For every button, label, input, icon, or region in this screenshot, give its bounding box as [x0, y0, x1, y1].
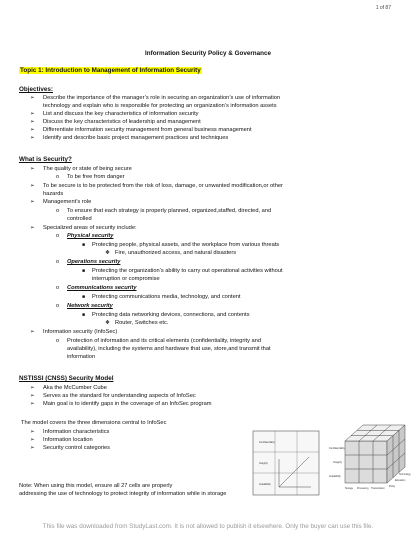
arrow-bullet-icon: ➢	[30, 199, 35, 205]
arrow-bullet-icon: ➢	[30, 119, 35, 125]
note-line: Note: When using this model, ensure all 27 cells are properly	[19, 483, 173, 489]
security-line: Specialized areas of security include:	[43, 225, 137, 231]
arrow-bullet-icon: ➢	[30, 445, 35, 451]
security-line: To be free from danger	[67, 174, 125, 180]
cube-row-label: Confidentiality	[259, 441, 275, 444]
what-is-security-heading: What is Security?	[19, 156, 72, 163]
arrow-bullet-icon: ➢	[30, 393, 35, 399]
nstissi-heading: NSTISSI (CNSS) Security Model	[19, 375, 114, 382]
circle-bullet-icon: o	[56, 233, 60, 239]
cube-column-label: Transmission	[371, 488, 385, 490]
objective-item: technology and explain who is responsible for protecting an organization’s information assets	[43, 103, 277, 109]
arrow-bullet-icon: ➢	[30, 437, 35, 443]
security-line: To ensure that each strategy is properly planned, organized,staffed, directed, and	[67, 208, 272, 214]
security-line: Protecting communications media, technology, and content	[92, 294, 241, 300]
security-area-label: Physical security	[67, 233, 114, 239]
arrow-bullet-icon: ➢	[30, 429, 35, 435]
square-bullet-icon: ■	[82, 312, 86, 318]
circle-bullet-icon: o	[56, 259, 60, 265]
cube-side-label: Policy	[389, 486, 396, 488]
objective-item: Identify and describe basic project management practices and techniques	[43, 135, 229, 141]
cube-row-label: Integrity	[259, 462, 268, 465]
arrow-bullet-icon: ➢	[30, 135, 35, 141]
security-area-label: Communications security	[67, 285, 137, 291]
circle-bullet-icon: o	[56, 303, 60, 309]
arrow-bullet-icon: ➢	[30, 127, 35, 133]
objective-item: List and discuss the key characteristics of information security	[43, 111, 199, 117]
download-footer: This file was downloaded from StudyLast.com. It is not allowed to publish it elsewhere. Only the buyer can use this file.	[42, 523, 374, 530]
note-line: addressing the use of technology to protect integrity of information while in storage	[19, 491, 227, 497]
security-line: hazards	[43, 191, 64, 197]
cube-side-label: Education	[395, 480, 406, 482]
security-line: The quality or state of being secure	[43, 166, 132, 172]
dimension-item: Information characteristics	[43, 429, 110, 435]
diamond-bullet-icon: ❖	[105, 320, 110, 326]
model-intro: The model covers the three dimensions central to InfoSec	[21, 420, 167, 426]
arrow-bullet-icon: ➢	[30, 183, 35, 189]
cube-row-label: Confidentiality	[329, 447, 345, 450]
objective-item: Describe the importance of the manager’s role in securing an organization’s use of information	[43, 95, 281, 101]
security-area-label: Network security	[67, 303, 113, 309]
topic-heading: Topic 1: Introduction to Management of Information Security	[20, 67, 201, 74]
mccumber-cube-diagram	[249, 413, 409, 499]
cube-side-label: Technology	[399, 474, 411, 476]
cube-column-label: Storage	[345, 488, 354, 490]
security-line: Fire, unauthorized access, and natural disasters	[115, 250, 237, 256]
security-line: Management’s role	[43, 199, 92, 205]
circle-bullet-icon: o	[56, 174, 60, 180]
objective-item: Discuss the key characteristics of leadership and management	[43, 119, 201, 125]
circle-bullet-icon: o	[56, 208, 60, 214]
diamond-bullet-icon: ❖	[105, 250, 110, 256]
cube-row-label: Availability	[329, 475, 341, 478]
arrow-bullet-icon: ➢	[30, 225, 35, 231]
security-line: Protection of information and its critical elements (confidentiality, integrity and	[67, 338, 261, 344]
circle-bullet-icon: o	[56, 285, 60, 291]
square-bullet-icon: ■	[82, 242, 86, 248]
page-number: 1 of 87	[375, 5, 391, 11]
security-line: Information security (InfoSec)	[43, 329, 118, 335]
nstissi-item: Main goal is to identify gaps in the coverage of an InfoSec program	[43, 401, 212, 407]
security-line: information	[67, 354, 96, 360]
security-line: Protecting data networking devices, connections, and contents	[92, 312, 250, 318]
security-line: Protecting people, physical assets, and the workplace from various threats	[92, 242, 280, 248]
security-line: interruption or compromise	[92, 276, 160, 282]
arrow-bullet-icon: ➢	[30, 111, 35, 117]
cube-row-label: Availability	[259, 483, 271, 486]
security-line: Protecting the organization’s ability to carry out operational activities without	[92, 268, 283, 274]
dimension-item: Security control categories	[43, 445, 111, 451]
cube-row-label: Integrity	[333, 461, 342, 464]
square-bullet-icon: ■	[82, 268, 86, 274]
arrow-bullet-icon: ➢	[30, 166, 35, 172]
document-title: Information Security Policy & Governance	[145, 50, 271, 57]
nstissi-item: Aka the McCumber Cube	[43, 385, 107, 391]
arrow-bullet-icon: ➢	[30, 95, 35, 101]
security-line: To be secure is to be protected from the risk of loss, damage, or unwanted modification,or other	[43, 183, 283, 189]
objectives-heading: Objectives:	[19, 86, 53, 93]
security-line: controlled	[67, 216, 92, 222]
security-line: Router, Switches etc.	[115, 320, 169, 326]
security-line: availability), including the systems and hardware that use, store,and transmit that	[67, 346, 271, 352]
cube-column-label: Processing	[357, 488, 369, 490]
security-area-label: Operations security	[67, 259, 121, 265]
nstissi-item: Serves as the standard for understanding aspects of InfoSec	[43, 393, 196, 399]
arrow-bullet-icon: ➢	[30, 329, 35, 335]
arrow-bullet-icon: ➢	[30, 385, 35, 391]
circle-bullet-icon: o	[56, 338, 60, 344]
square-bullet-icon: ■	[82, 294, 86, 300]
dimension-item: Information location	[43, 437, 93, 443]
objective-item: Differentiate information security management from general business management	[43, 127, 252, 133]
arrow-bullet-icon: ➢	[30, 401, 35, 407]
